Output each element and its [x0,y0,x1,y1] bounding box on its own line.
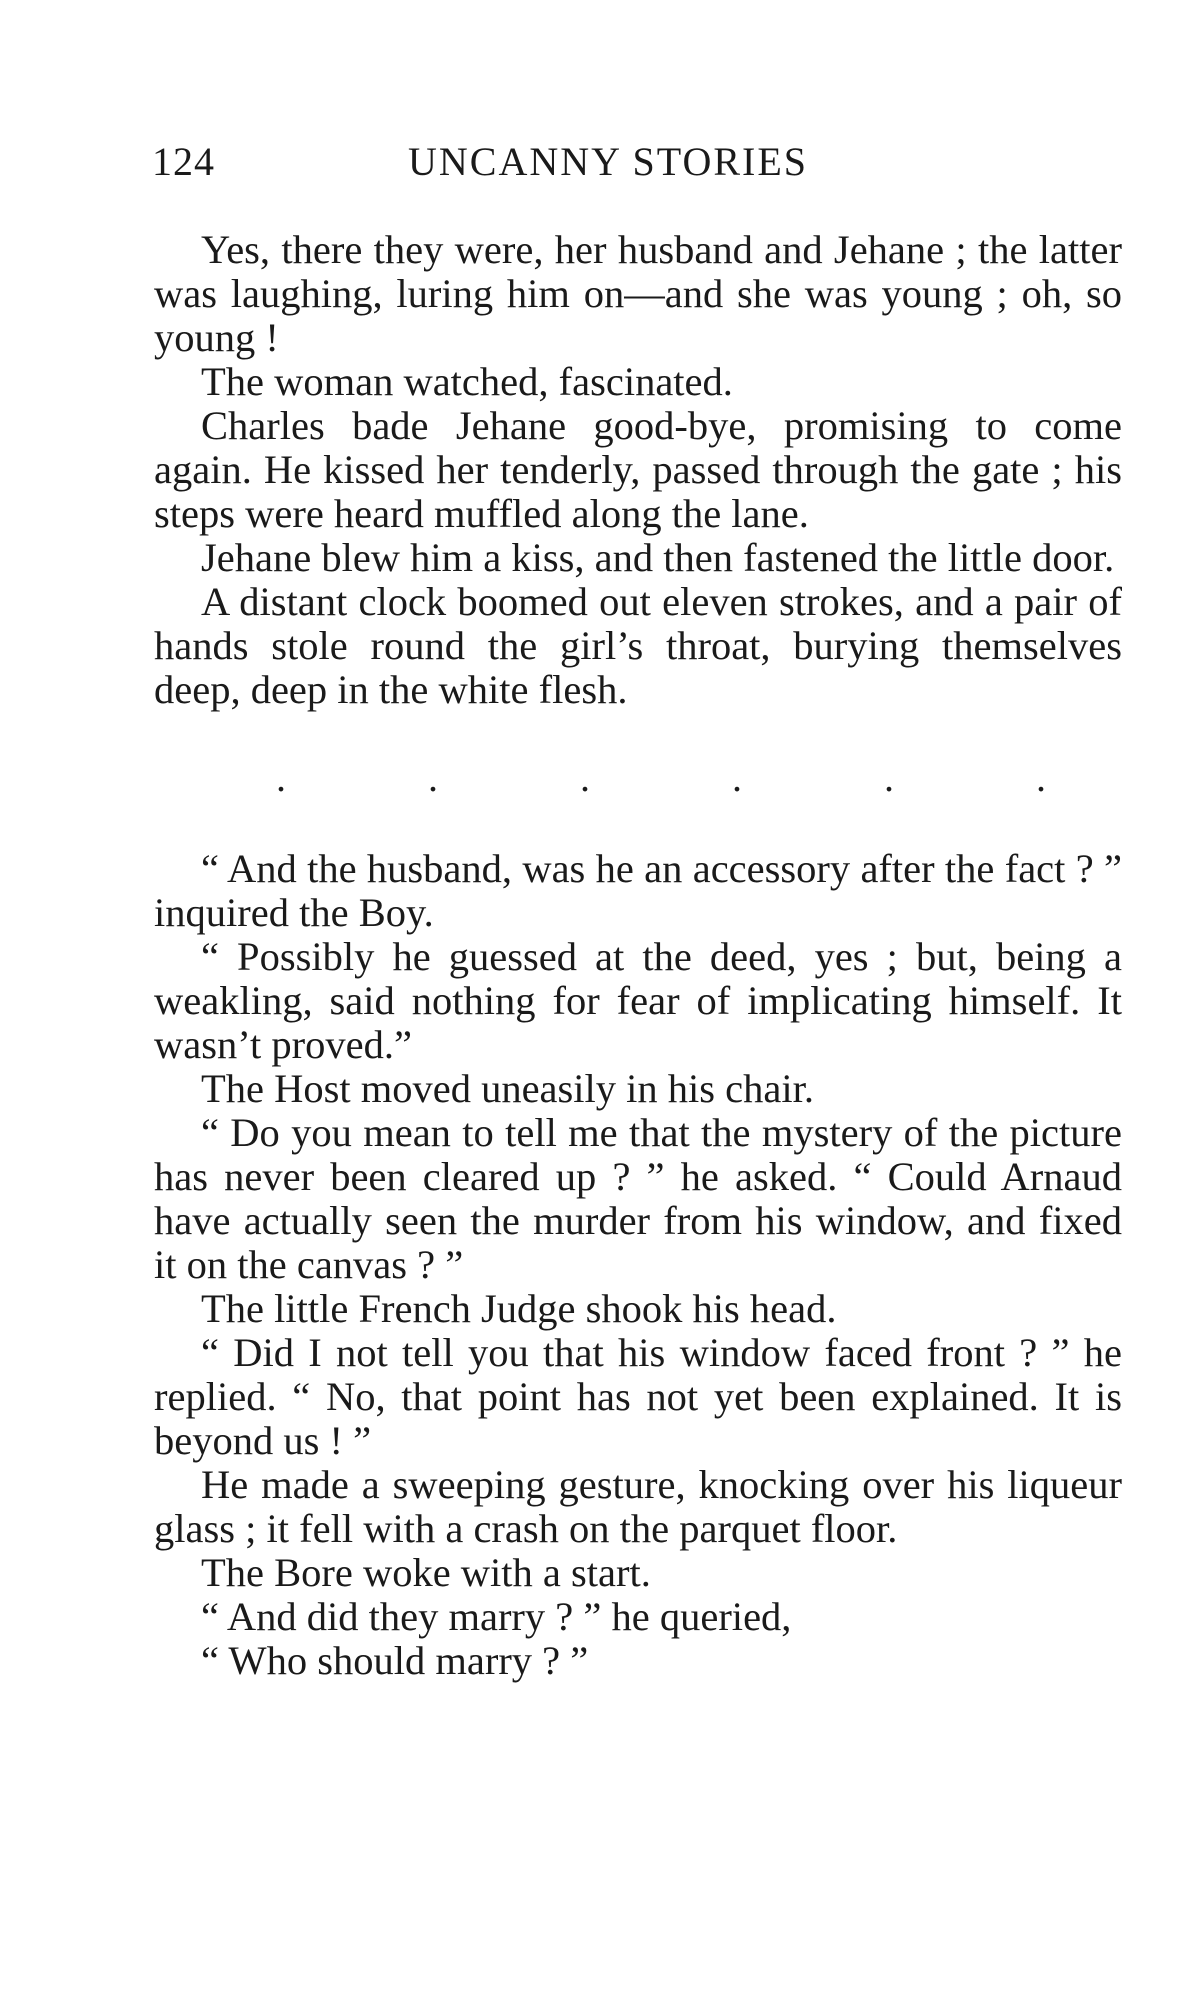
paragraph: Jehane blew him a kiss, and then fastened the little door. [201,535,1115,580]
section-break [154,712,1122,847]
paragraph: The Host moved uneasily in his chair. [201,1066,815,1111]
break-dot: . [580,755,590,800]
paragraph: The woman watched, fascinated. [201,359,733,404]
paragraph: “ Who should marry ? ” [201,1638,589,1683]
paragraph: A distant clock boomed out eleven strokes, and a pair of hands stole round the girl’s throat, burying themselves deep, deep in the white flesh. [154,579,1122,712]
body-text [154,228,1122,1683]
section-break-dots [276,755,1046,800]
break-dot: . [884,755,894,800]
break-dot: . [732,755,742,800]
paragraph: “ Possibly he guessed at the deed, yes ; but, being a weakling, said nothing for fear of implicating himself. It wasn’t proved.” [154,934,1122,1067]
paragraph: “ Did I not tell you that his window faced front ? ” he replied. “ No, that point has not yet been explained. It is beyond us ! ” [154,1330,1122,1463]
page-header [152,138,872,188]
break-dot: . [1036,755,1046,800]
paragraph: “ And the husband, was he an accessory after the fact ? ” inquired the Boy. [154,846,1122,935]
paragraph: The Bore woke with a start. [201,1550,651,1595]
page-number: 124 [152,139,215,184]
break-dot: . [428,755,438,800]
paragraph: Charles bade Jehane good-bye, promising to come again. He kissed her tenderly, passed through the gate ; his steps were heard muffled along the lane. [154,403,1122,536]
paragraph: He made a sweeping gesture, knocking over his liqueur glass ; it fell with a crash on the parquet floor. [154,1462,1122,1551]
break-dot: . [276,755,286,800]
paragraph: The little French Judge shook his head. [201,1286,837,1331]
paragraph: Yes, there they were, her husband and Jehane ; the latter was laughing, luring him on—and she was young ; oh, so young ! [154,227,1122,360]
paragraph: “ And did they marry ? ” he queried, [201,1594,792,1639]
running-title: UNCANNY STORIES [408,139,809,184]
paragraph: “ Do you mean to tell me that the mystery of the picture has never been cleared up ? ” he asked. “ Could Arnaud have actually seen the murder from his window, and fixed it on the canvas ? ” [154,1110,1122,1287]
